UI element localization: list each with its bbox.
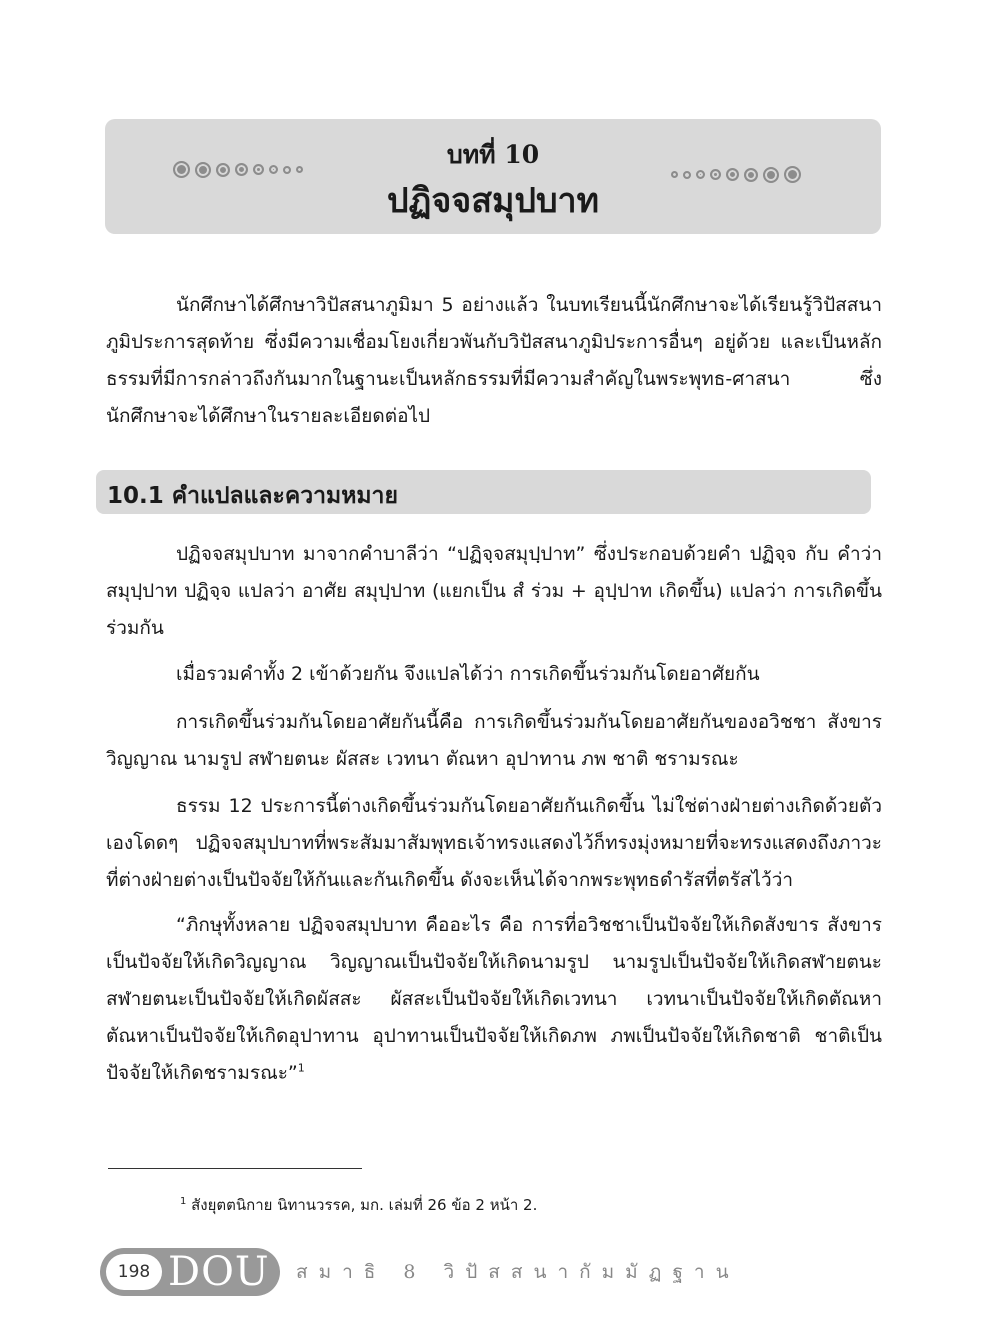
footnote-marker: 1 xyxy=(180,1196,187,1207)
brand-logo: DOU xyxy=(168,1249,270,1295)
paragraph-dependence: ธรรม 12 ประการนี้ต่างเกิดขึ้นร่วมกันโดยอาศัยกันเกิดขึ้น ไม่ใช่ต่างฝ่ายต่างเกิดด้วยตัวเองโดดๆ ปฏิจจสมุปบาทที่พระสัมมาสัมพุทธเจ้าทรงแสดงไว้ก็ทรงมุ่งหมายที่จะทรงแสดงถึงภาวะที่ต่างฝ่ายต่างเป็นปัจจัยให้กันและกันเกิดขึ้น ดังจะเห็นได้จากพระพุทธดำรัสที่ตรัสไว้ว่า xyxy=(106,795,882,891)
page-footer-badge xyxy=(100,1248,280,1296)
decorative-dots-right xyxy=(671,166,801,183)
paragraph-quotation xyxy=(106,907,882,1092)
chapter-title: ปฏิจจสมุปบาท xyxy=(386,181,600,221)
book-title: สมาธิ 8 วิปัสสนากัมมัฏฐาน xyxy=(296,1261,740,1283)
quotation-text: “ภิกษุทั้งหลาย ปฏิจจสมุปบาท คืออะไร คือ การที่อวิชชาเป็นปัจจัยให้เกิดสังขาร สังขารเป็นปัจจัยให้เกิดวิญญาณ วิญญาณเป็นปัจจัยให้เกิดนามรูป นามรูปเป็นปัจจัยให้เกิดสฬายตนะ สฬายตนะเป็นปัจจัยให้เกิดผัสสะ ผัสสะเป็นปัจจัยให้เกิดเวทนา เวทนาเป็นปัจจัยให้เกิดตัณหา ตัณหาเป็นปัจจัยให้เกิดอุปาทาน อุปาทานเป็นปัจจัยให้เกิดภพ ภพเป็นปัจจัยให้เกิดชาติ ชาติเป็นปัจจัยให้เกิดชรามรณะ” xyxy=(106,914,882,1084)
footnote-divider xyxy=(108,1168,362,1169)
paragraph-twelve-links: การเกิดขึ้นร่วมกันโดยอาศัยกันนี้คือ การเกิดขึ้นร่วมกันโดยอาศัยกันของอวิชชา สังขาร วิญญาณ นามรูป สฬายตนะ ผัสสะ เวทนา ตัณหา อุปาทาน ภพ ชาติ ชรามรณะ xyxy=(106,711,882,770)
chapter-header xyxy=(105,119,881,234)
paragraph-combined: เมื่อรวมคำทั้ง 2 เข้าด้วยกัน จึงแปลได้ว่า การเกิดขึ้นร่วมกันโดยอาศัยกัน xyxy=(176,663,760,685)
section-heading-bar xyxy=(96,470,871,514)
intro-paragraph: นักศึกษาได้ศึกษาวิปัสสนาภูมิมา 5 อย่างแล้ว ในบทเรียนนี้นักศึกษาจะได้เรียนรู้วิปัสสนาภูมิประการสุดท้าย ซึ่งมีความเชื่อมโยงเกี่ยวพันกับวิปัสสนาภูมิประการอื่นๆ อยู่ด้วย และเป็นหลักธรรมที่มีการกล่าวถึงกันมากในฐานะเป็นหลักธรรมที่มีความสำคัญในพระพุทธ-ศาสนา ซึ่งนักศึกษาจะได้ศึกษาในรายละเอียดต่อไป xyxy=(106,294,882,427)
page-number: 198 xyxy=(106,1254,162,1290)
footnote-text: สังยุตตนิกาย นิทานวรรค, มก. เล่มที่ 26 ข้อ 2 หน้า 2. xyxy=(191,1196,538,1214)
footnote-reference[interactable]: 1 xyxy=(297,1061,305,1075)
footnote xyxy=(180,1193,537,1217)
chapter-number: บทที่ 10 xyxy=(446,140,540,169)
section-title: 10.1 คำแปลและความหมาย xyxy=(107,483,398,509)
paragraph-meaning: ปฏิจจสมุปบาท มาจากคำบาลีว่า “ปฏิจฺจสมุปฺปาท” ซึ่งประกอบด้วยคำ ปฏิจฺจ กับ คำว่า สมุปฺปาท ปฏิจฺจ แปลว่า อาศัย สมุปฺปาท (แยกเป็น สํ ร่วม + อุปฺปาท เกิดขึ้น) แปลว่า การเกิดขึ้นร่วมกัน xyxy=(106,543,882,639)
